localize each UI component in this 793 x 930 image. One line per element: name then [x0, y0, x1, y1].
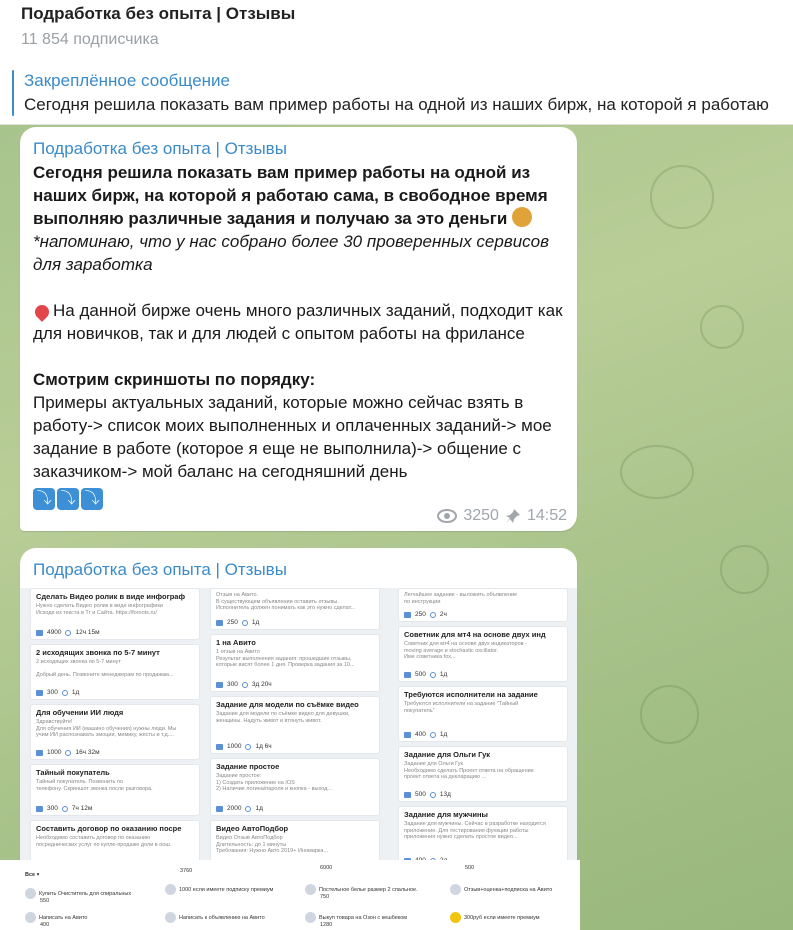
filter-dropdown: Все ▾ — [25, 872, 40, 878]
money-icon — [216, 744, 223, 750]
task-card — [30, 764, 200, 816]
subscriber-count: 11 854 подписчика — [21, 31, 159, 48]
avatar — [165, 912, 176, 923]
list-item: Выкуп товара на Озон с кешбеком — [305, 912, 407, 923]
clock-icon — [242, 682, 248, 688]
task-time: 7ч 12м — [71, 805, 93, 812]
task-price: 2000 — [227, 805, 242, 812]
task-description: Нужно сделать Видео ролик в виде инфографики Исходя из текста в Тг и Сайта. https://foroots.ru/ — [36, 603, 163, 616]
task-description: Здравствуйте! Для обучения ИИ (машино обучения) нужны люди. Мы учим ИИ распознавать эмоции, мимику, жесты и т.д.... — [36, 719, 177, 738]
task-price: 300 — [227, 681, 238, 688]
clock-icon — [430, 672, 436, 678]
task-card — [210, 634, 380, 692]
task-description: Отзыв на Авито. В существующем объявлении оставить отзывы. Исполнитель должен понимать как это нужно сделат... — [216, 592, 356, 611]
task-title: Видео АвтоПодбор — [216, 824, 289, 833]
avatar — [305, 912, 316, 923]
money-icon — [404, 612, 411, 618]
task-price: 300 — [47, 689, 58, 696]
task-price: 1000 — [227, 743, 242, 750]
task-price: 500 — [415, 791, 426, 798]
task-card — [30, 644, 200, 700]
background-doodle — [640, 685, 699, 744]
task-description: Видео Отзыв АвтоПодбор Длительность: до 1 минуты Требования: Нужно Авто 2019+ Иномарка... — [216, 835, 329, 854]
money-icon — [216, 806, 223, 812]
list-item: 300руб если имеете премиум — [450, 912, 540, 923]
money-bag-icon — [512, 207, 532, 227]
item-price: 6000 — [320, 865, 333, 871]
arrow-down-icon: ⤵ — [57, 488, 79, 510]
clock-icon — [65, 630, 71, 636]
clock-icon — [430, 792, 436, 798]
task-description: Тайный покупатель. Позвонить по телефону. Скриншот звонка после разговора. — [36, 779, 153, 792]
money-icon — [404, 672, 411, 678]
message-bubble[interactable] — [20, 127, 577, 531]
task-time: 13д — [439, 791, 451, 798]
money-icon — [404, 732, 411, 738]
pinned-label: Закреплённое сообщение — [24, 71, 230, 90]
item-price: 550 — [40, 898, 50, 904]
message-sender[interactable]: Подработка без опыта | Отзывы — [33, 560, 287, 579]
avatar — [25, 888, 36, 899]
task-price: 250 — [227, 619, 238, 626]
message-meta — [437, 507, 567, 525]
list-item: 1000 если имеете подписку премиум — [165, 884, 273, 895]
channel-title: Подработка без опыта | Отзывы — [21, 4, 296, 23]
clock-icon — [430, 612, 436, 618]
task-title: Тайный покупатель — [36, 768, 110, 777]
task-title: Задание для Ольги Гук — [404, 750, 491, 759]
task-card — [398, 746, 568, 802]
chat-header[interactable] — [0, 0, 793, 63]
list-item: Отзыв+оценка+подписка на Авито — [450, 884, 552, 895]
money-icon — [404, 792, 411, 798]
avatar — [450, 912, 461, 923]
chat-area — [0, 125, 793, 930]
arrow-down-icon: ⤵ — [33, 488, 55, 510]
message-time: 14:52 — [526, 507, 567, 524]
task-card — [30, 704, 200, 760]
pinned-text: Сегодня решила показать вам пример работы на одной из наших бирж, на которой я работаю — [24, 95, 769, 114]
message-paragraph: На данной бирже очень много различных заданий, подходит как для новичков, так и для людей с опытом работы на фрилансе — [33, 301, 563, 343]
task-price: 400 — [415, 731, 426, 738]
task-card — [210, 758, 380, 816]
screenshot-image-2[interactable] — [0, 860, 580, 930]
avatar — [305, 884, 316, 895]
avatar — [25, 912, 36, 923]
task-title: Советник для мт4 на основе двух инд — [404, 630, 546, 639]
clock-icon — [65, 750, 71, 756]
background-doodle — [650, 165, 714, 229]
item-price: 3760 — [180, 868, 193, 874]
avatar — [165, 884, 176, 895]
background-doodle — [720, 545, 769, 594]
task-price: 1000 — [47, 749, 62, 756]
view-count: 3250 — [463, 507, 499, 524]
item-price: 500 — [465, 865, 475, 871]
pinned-message-bar[interactable] — [0, 62, 793, 125]
list-item: Купить Очиститель для спиральных — [25, 888, 131, 899]
task-card — [210, 588, 380, 630]
screenshot-image[interactable] — [20, 588, 577, 888]
task-price: 250 — [415, 611, 426, 618]
task-price: 4900 — [47, 629, 62, 636]
task-time: 3д 20ч — [251, 681, 272, 688]
task-card — [30, 588, 200, 640]
task-title: Требуются исполнители на задание — [404, 690, 538, 699]
task-card — [398, 626, 568, 682]
money-icon — [216, 620, 223, 626]
clock-icon — [62, 690, 68, 696]
task-time: 1д 6ч — [255, 743, 272, 750]
pinned-indicator — [12, 70, 14, 116]
background-doodle — [620, 445, 694, 499]
money-icon — [36, 806, 43, 812]
task-time: 16ч 32м — [75, 749, 100, 756]
task-description: Требуются исполнители на задание "Тайный покупатель" — [404, 701, 519, 714]
task-description: Легчайшее задание - выложить объявление по инструкции — [404, 592, 518, 605]
task-card — [398, 806, 568, 868]
message-bold-intro: Сегодня решила показать вам пример работы на одной из наших бирж, на которой я работаю сама, в свободное время выполняю различные задания и получаю за это деньги — [33, 163, 548, 228]
list-item: Написать к объявлению на Авито — [165, 912, 265, 923]
task-title: 1 на Авито — [216, 638, 256, 647]
message-sender[interactable]: Подработка без опыта | Отзывы — [33, 139, 287, 158]
clock-icon — [430, 732, 436, 738]
task-title: 2 исходящих звонка по 5-7 минут — [36, 648, 160, 657]
task-description: Задание для Ольги Гук Необходимо сделать Проект ответа на обращение проект ответа на декларацию ... — [404, 761, 534, 780]
money-icon — [216, 682, 223, 688]
arrow-down-icon: ⤵ — [81, 488, 103, 510]
message-paragraph: Примеры актуальных заданий, которые можно сейчас взять в работу-> список моих выполненных и оплаченных заданий-> мое задание в работе (которое я еще не выполнила)-> общение с заказчиком-> мой баланс на сегодняшний день — [33, 393, 552, 481]
message-bold-heading: Смотрим скриншоты по порядку: — [33, 370, 316, 389]
item-price: 400 — [40, 922, 50, 928]
task-description: Советник для мт4 на основе двух индикаторов - moving average и stochastic oscillator. Име советника fox... — [404, 641, 527, 660]
avatar — [450, 884, 461, 895]
clock-icon — [245, 806, 251, 812]
pin-icon — [32, 302, 52, 322]
money-icon — [36, 630, 43, 636]
task-card — [210, 696, 380, 754]
list-item: Постельное белье размер 2 спальное. — [305, 884, 418, 895]
views-eye-icon — [437, 509, 457, 523]
task-title: Для обучении ИИ людя — [36, 708, 124, 717]
task-description: Задание для модели по съёмке видео для девушки, женщины. Надуть живот и втянуть живот. — [216, 711, 350, 724]
task-description: 2 исходящих звонка по 5-7 минут Добрый день. Позвоните менеджерам по продажам... — [36, 659, 174, 678]
task-time: 1д — [251, 619, 260, 626]
task-title: Задание для модели по съёмке видео — [216, 700, 359, 709]
task-card — [398, 588, 568, 622]
clock-icon — [245, 744, 251, 750]
money-icon — [36, 690, 43, 696]
item-price: 1280 — [320, 922, 333, 928]
task-time: 2ч — [439, 611, 447, 618]
task-time: 1д — [255, 805, 263, 812]
task-time: 1д — [439, 671, 448, 678]
task-time: 1д — [71, 689, 80, 696]
task-description: 1 отзыв на Авито Результат выполнения задания: прошедшие отзывы, которые висят более 1 дня. Проверка задания за 10... — [216, 649, 355, 668]
task-time: 1д — [439, 731, 448, 738]
task-price: 500 — [415, 671, 426, 678]
message-italic-note: *напоминаю, что у нас собрано более 30 проверенных сервисов для заработка — [33, 232, 549, 274]
task-card — [398, 686, 568, 742]
task-title: Задание простое — [216, 762, 280, 771]
message-text — [33, 161, 568, 510]
pin-icon — [505, 508, 521, 524]
money-icon — [36, 750, 43, 756]
task-description: Задание для мужчины. Сейчас в разработке находится приложение. Для тестирования функции работы приложения нужно сделать простое видео... — [404, 821, 546, 840]
task-price: 300 — [47, 805, 58, 812]
task-title: Сделать Видео ролик в виде инфограф — [36, 592, 186, 601]
task-description: Необходимо составить договор по оказанию посреднических услуг по купле-продаже доли в оош. — [36, 835, 172, 848]
task-time: 12ч 15м — [75, 629, 100, 636]
list-item: Написать на Авито — [25, 912, 88, 923]
clock-icon — [62, 806, 68, 812]
item-price: 750 — [320, 894, 330, 900]
background-doodle — [700, 305, 744, 349]
task-title: Составить договор по оказанию посре — [36, 824, 182, 833]
clock-icon — [242, 620, 248, 626]
task-description: Задание простое: 1) Создать приложение на IOS 2) Наличие логина/пароля и кнопка - выход... — [216, 773, 332, 792]
task-title: Задание для мужчины — [404, 810, 488, 819]
